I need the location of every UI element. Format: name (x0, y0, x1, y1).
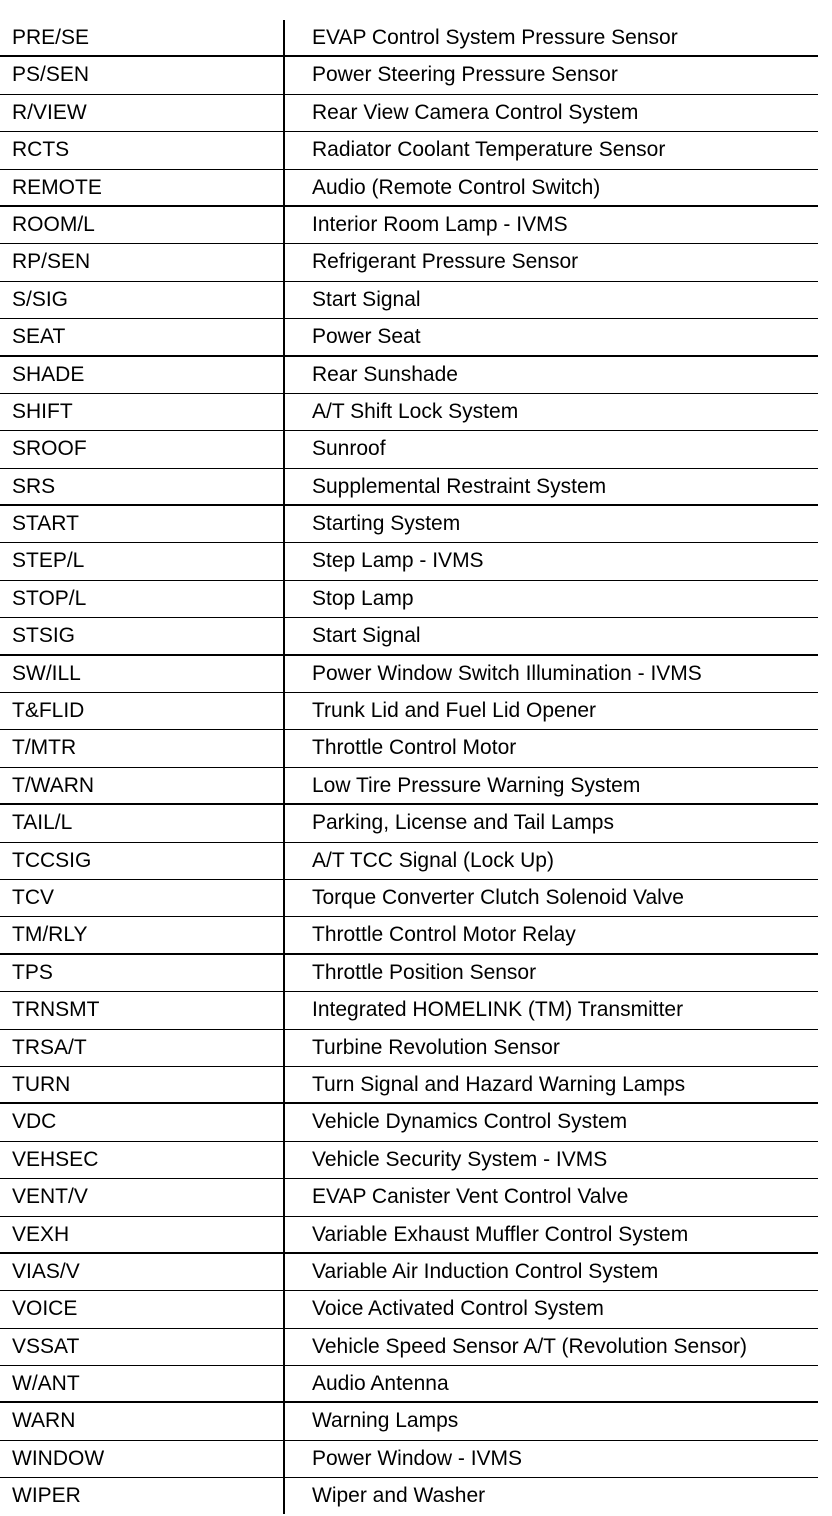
abbreviation-description: Refrigerant Pressure Sensor (312, 250, 579, 274)
table-row (0, 57, 818, 94)
abbreviation-description: Throttle Control Motor (312, 736, 517, 760)
abbreviation-description: Power Seat (312, 325, 421, 349)
abbreviation-code: SROOF (12, 437, 87, 461)
abbreviation-description: A/T Shift Lock System (312, 399, 519, 423)
table-row (0, 1104, 818, 1141)
table-row (0, 357, 818, 394)
table-row (0, 95, 818, 132)
abbreviation-code: W/ANT (12, 1372, 80, 1396)
abbreviation-code: TAIL/L (12, 811, 73, 835)
abbreviation-description: Start Signal (312, 287, 421, 311)
abbreviation-code: VEHSEC (12, 1147, 99, 1171)
abbreviation-description: Power Window - IVMS (312, 1446, 523, 1470)
table-row (0, 843, 818, 880)
table-row (0, 1217, 818, 1254)
table-row (0, 543, 818, 580)
abbreviation-table (0, 20, 818, 1516)
abbreviation-code: SEAT (12, 325, 66, 349)
table-row (0, 768, 818, 805)
table-row (0, 431, 818, 468)
abbreviation-code: R/VIEW (12, 100, 87, 124)
abbreviation-code: SW/ILL (12, 661, 81, 685)
table-row (0, 1366, 818, 1403)
table-row (0, 581, 818, 618)
abbreviation-code: WIPER (12, 1484, 81, 1508)
table-row (0, 805, 818, 842)
abbreviation-description: Start Signal (312, 624, 421, 648)
abbreviation-code: SRS (12, 474, 56, 498)
abbreviation-description: Throttle Control Motor Relay (312, 923, 576, 947)
table-row (0, 955, 818, 992)
abbreviation-code: TCV (12, 885, 54, 909)
abbreviation-code: TRSA/T (12, 1035, 87, 1059)
abbreviation-description: Audio (Remote Control Switch) (312, 175, 601, 199)
abbreviation-description: Warning Lamps (312, 1409, 459, 1433)
abbreviation-description: Step Lamp - IVMS (312, 549, 484, 573)
abbreviation-code: START (12, 512, 79, 536)
abbreviation-description: Stop Lamp (312, 586, 414, 610)
abbreviation-description: Starting System (312, 512, 461, 536)
abbreviation-code: S/SIG (12, 287, 69, 311)
abbreviation-code: T/WARN (12, 773, 95, 797)
abbreviation-code: TCCSIG (12, 848, 92, 872)
abbreviation-code: SHIFT (12, 399, 73, 423)
abbreviation-description: Parking, License and Tail Lamps (312, 811, 614, 835)
abbreviation-description: Throttle Position Sensor (312, 960, 537, 984)
abbreviation-description: Low Tire Pressure Warning System (312, 773, 641, 797)
table-row (0, 506, 818, 543)
abbreviation-code: TRNSMT (12, 998, 100, 1022)
abbreviation-description: Variable Exhaust Muffler Control System (312, 1222, 689, 1246)
abbreviation-description: Integrated HOMELINK (TM) Transmitter (312, 998, 684, 1022)
abbreviation-code: SHADE (12, 362, 85, 386)
table-row (0, 1254, 818, 1291)
abbreviation-description: Rear View Camera Control System (312, 100, 639, 124)
table-row (0, 1329, 818, 1366)
abbreviation-code: VENT/V (12, 1185, 88, 1209)
abbreviation-code: REMOTE (12, 175, 102, 199)
table-row (0, 1067, 818, 1104)
table-row (0, 1030, 818, 1067)
abbreviation-code: VOICE (12, 1297, 78, 1321)
table-row (0, 1291, 818, 1328)
abbreviation-description: A/T TCC Signal (Lock Up) (312, 848, 554, 872)
abbreviation-description: Power Window Switch Illumination - IVMS (312, 661, 702, 685)
abbreviation-description: Torque Converter Clutch Solenoid Valve (312, 885, 684, 909)
abbreviation-description: Power Steering Pressure Sensor (312, 63, 618, 87)
table-row (0, 1403, 818, 1440)
abbreviation-description: EVAP Control System Pressure Sensor (312, 26, 678, 49)
abbreviation-description: Vehicle Speed Sensor A/T (Revolution Sensor) (312, 1334, 748, 1358)
table-row (0, 1441, 818, 1478)
abbreviation-description: Trunk Lid and Fuel Lid Opener (312, 699, 597, 723)
abbreviation-code: T/MTR (12, 736, 77, 760)
abbreviation-description: Supplemental Restraint System (312, 474, 607, 498)
abbreviation-description: Audio Antenna (312, 1372, 449, 1396)
abbreviation-code: VEXH (12, 1222, 70, 1246)
abbreviation-code: STEP/L (12, 549, 85, 573)
table-row (0, 730, 818, 767)
column-divider (283, 20, 285, 1514)
abbreviation-description: Vehicle Dynamics Control System (312, 1110, 628, 1134)
abbreviation-code: WINDOW (12, 1446, 105, 1470)
table-row (0, 693, 818, 730)
abbreviation-description: Variable Air Induction Control System (312, 1259, 659, 1283)
abbreviation-description: Sunroof (312, 437, 386, 461)
table-row (0, 618, 818, 655)
table-row (0, 207, 818, 244)
table-row (0, 170, 818, 207)
abbreviation-description: Turn Signal and Hazard Warning Lamps (312, 1072, 686, 1096)
abbreviation-description: Turbine Revolution Sensor (312, 1035, 560, 1059)
abbreviation-description: Radiator Coolant Temperature Sensor (312, 138, 666, 162)
table-row (0, 880, 818, 917)
abbreviation-code: PRE/SE (12, 26, 90, 49)
abbreviation-description: Vehicle Security System - IVMS (312, 1147, 608, 1171)
abbreviation-code: VIAS/V (12, 1259, 80, 1283)
table-row (0, 469, 818, 506)
abbreviation-code: STOP/L (12, 586, 87, 610)
abbreviation-description: Voice Activated Control System (312, 1297, 604, 1321)
abbreviation-code: T&FLID (12, 699, 85, 723)
table-row (0, 282, 818, 319)
table-row (0, 132, 818, 169)
table-row (0, 319, 818, 356)
abbreviation-code: VSSAT (12, 1334, 80, 1358)
table-row (0, 1142, 818, 1179)
abbreviation-code: TM/RLY (12, 923, 88, 947)
abbreviation-description: Wiper and Washer (312, 1484, 486, 1508)
table-row (0, 244, 818, 281)
abbreviation-description: Interior Room Lamp - IVMS (312, 212, 568, 236)
abbreviation-description: EVAP Canister Vent Control Valve (312, 1185, 629, 1209)
abbreviation-code: RCTS (12, 138, 70, 162)
abbreviation-code: VDC (12, 1110, 57, 1134)
table-row (0, 394, 818, 431)
table-row (0, 1478, 818, 1515)
table-row (0, 917, 818, 954)
abbreviation-code: WARN (12, 1409, 76, 1433)
table-row (0, 20, 818, 57)
abbreviation-code: TPS (12, 960, 53, 984)
abbreviation-code: TURN (12, 1072, 71, 1096)
abbreviation-description: Rear Sunshade (312, 362, 458, 386)
table-row (0, 992, 818, 1029)
abbreviation-code: PS/SEN (12, 63, 90, 87)
abbreviation-code: RP/SEN (12, 250, 91, 274)
table-row (0, 656, 818, 693)
abbreviation-code: STSIG (12, 624, 76, 648)
table-row (0, 1179, 818, 1216)
abbreviation-code: ROOM/L (12, 212, 95, 236)
